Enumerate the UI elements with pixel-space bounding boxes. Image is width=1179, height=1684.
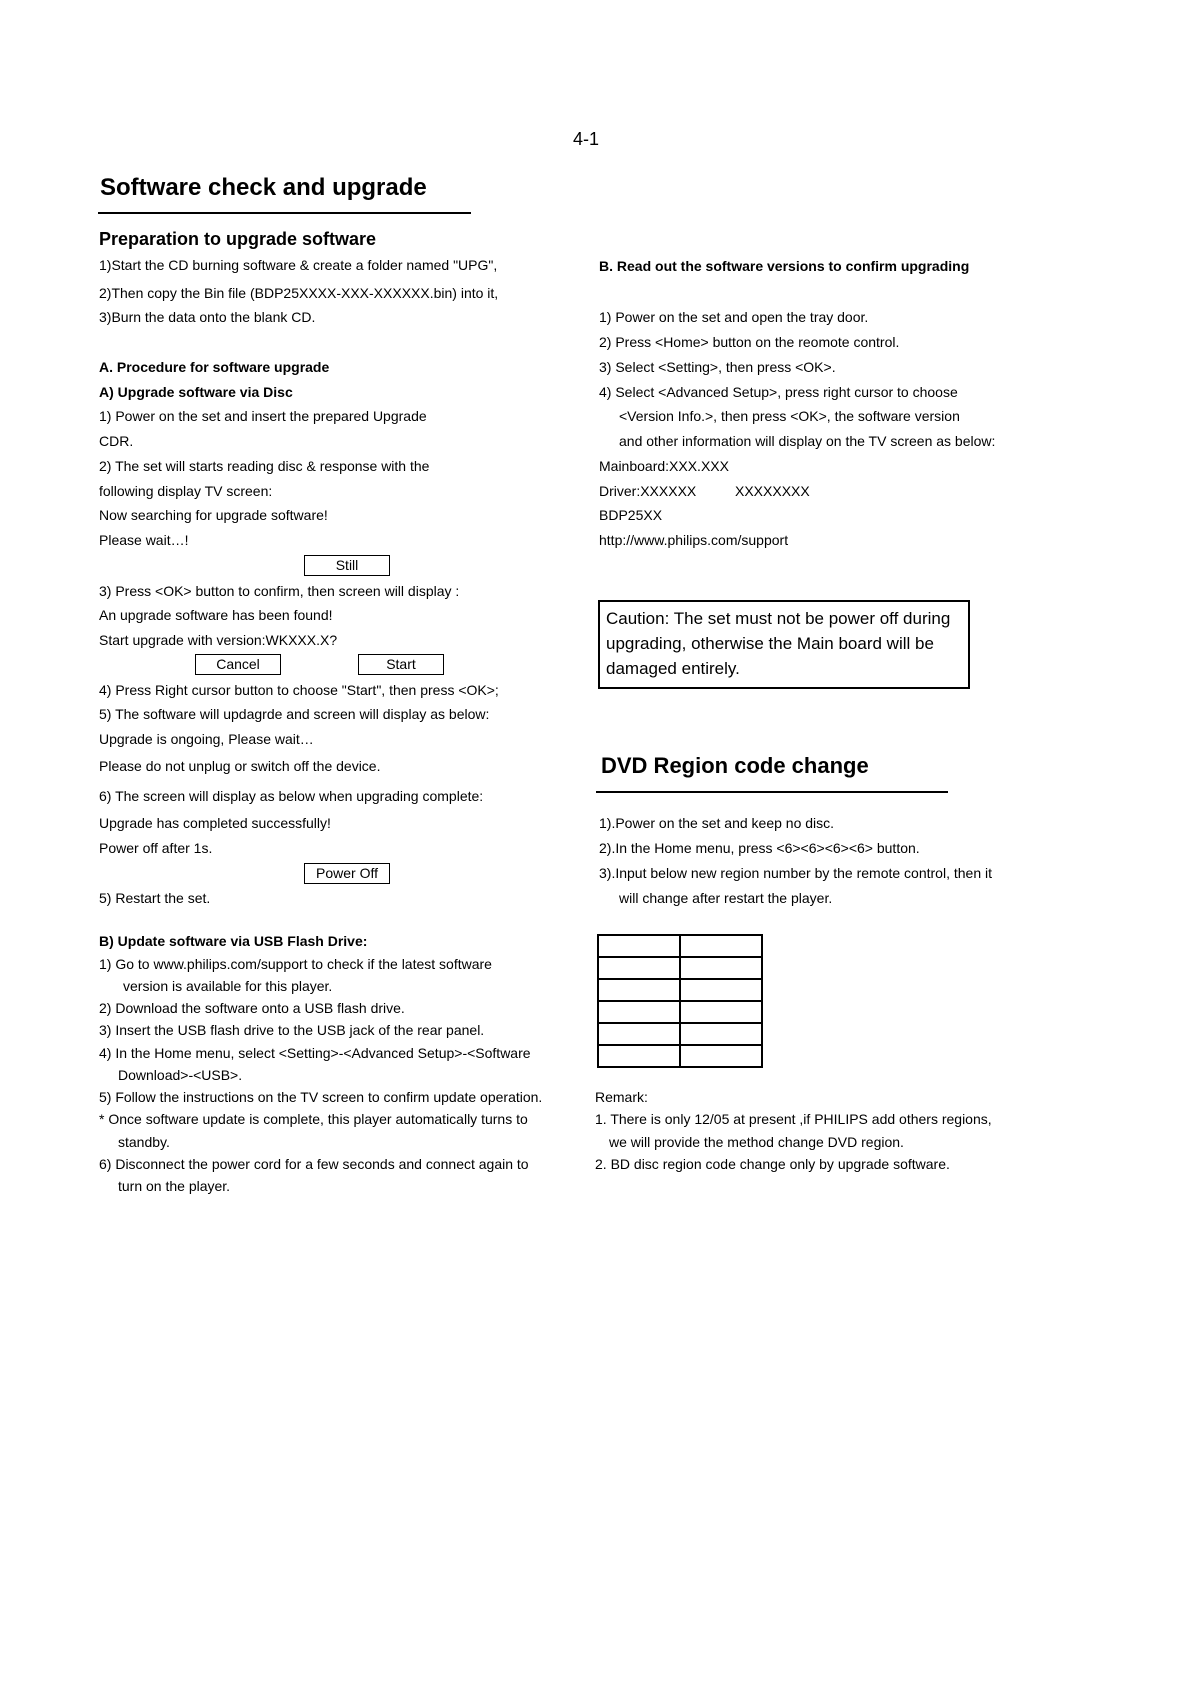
- step-line: Upgrade has completed successfully!: [99, 815, 331, 831]
- dvd-heading-underline: [596, 791, 948, 793]
- table-row: [598, 935, 762, 957]
- table-row: [598, 1001, 762, 1023]
- dvd-region-heading: DVD Region code change: [601, 753, 869, 778]
- remark-line: we will provide the method change DVD region.: [609, 1134, 904, 1150]
- usb-line: 4) In the Home menu, select <Setting>-<Advanced Setup>-<Software: [99, 1045, 531, 1061]
- read-line: 4) Select <Advanced Setup>, press right cursor to choose: [599, 384, 958, 400]
- support-url: http://www.philips.com/support: [599, 532, 789, 548]
- read-line: 2) Press <Home> button on the reomote control.: [599, 334, 900, 350]
- usb-line: 1) Go to www.philips.com/support to check if the latest software: [99, 956, 492, 972]
- usb-line: * Once software update is complete, this player automatically turns to: [99, 1111, 528, 1127]
- title-underline: [98, 212, 471, 214]
- prep-line: 3)Burn the data onto the blank CD.: [99, 309, 316, 325]
- dvd-line: 1).Power on the set and keep no disc.: [599, 815, 835, 831]
- region-code-table: [597, 934, 763, 1068]
- found-line: Start upgrade with version:WKXXX.X?: [99, 632, 338, 648]
- power-off-button: Power Off: [304, 863, 390, 884]
- remark-heading: Remark:: [595, 1089, 648, 1105]
- table-cell: [680, 1001, 762, 1023]
- read-line: and other information will display on the TV screen as below:: [619, 433, 996, 449]
- version-driver: Driver:XXXXXX: [599, 483, 697, 499]
- remark-line: 2. BD disc region code change only by upgrade software.: [595, 1156, 950, 1172]
- usb-line: turn on the player.: [118, 1178, 231, 1194]
- table-cell: [680, 935, 762, 957]
- dvd-line: 2).In the Home menu, press <6><6><6><6> button.: [599, 840, 920, 856]
- table-row: [598, 957, 762, 979]
- step-line: Upgrade is ongoing, Please wait…: [99, 731, 314, 747]
- table-cell: [598, 1023, 680, 1045]
- table-cell: [680, 979, 762, 1001]
- read-line: 3) Select <Setting>, then press <OK>.: [599, 359, 836, 375]
- disc-line: 2) The set will starts reading disc & response with the: [99, 458, 430, 474]
- table-cell: [680, 1045, 762, 1067]
- table-cell: [598, 1001, 680, 1023]
- disc-line: 1) Power on the set and insert the prepared Upgrade: [99, 408, 427, 424]
- step-line: 4) Press Right cursor button to choose "Start", then press <OK>;: [99, 682, 499, 698]
- dvd-line: 3).Input below new region number by the remote control, then it: [599, 865, 992, 881]
- read-heading: B. Read out the software versions to confirm upgrading: [599, 258, 970, 274]
- still-button: Still: [304, 555, 390, 576]
- usb-line: 2) Download the software onto a USB flash drive.: [99, 1000, 405, 1016]
- usb-line: Download>-<USB>.: [118, 1067, 243, 1083]
- restart-line: 5) Restart the set.: [99, 890, 211, 906]
- usb-line: 6) Disconnect the power cord for a few seconds and connect again to: [99, 1156, 529, 1172]
- step-line: 5) The software will updagrde and screen will display as below:: [99, 706, 490, 722]
- dvd-line: will change after restart the player.: [619, 890, 833, 906]
- table-cell: [598, 957, 680, 979]
- caution-box: Caution: The set must not be power off during upgrading, otherwise the Main board will be damaged entirely.: [598, 600, 970, 689]
- table-cell: [598, 979, 680, 1001]
- usb-heading: B) Update software via USB Flash Drive:: [99, 933, 368, 949]
- disc-line: Please wait…!: [99, 532, 189, 548]
- step-line: 6) The screen will display as below when upgrading complete:: [99, 788, 484, 804]
- start-button: Start: [358, 654, 444, 675]
- remark-line: 1. There is only 12/05 at present ,if PHILIPS add others regions,: [595, 1111, 992, 1127]
- usb-line: 3) Insert the USB flash drive to the USB jack of the rear panel.: [99, 1022, 485, 1038]
- table-cell: [680, 957, 762, 979]
- prep-heading: Preparation to upgrade software: [99, 229, 377, 249]
- version-driver-code: XXXXXXXX: [735, 483, 810, 499]
- table-cell: [680, 1023, 762, 1045]
- page-number: 4-1: [573, 129, 600, 149]
- confirm-line: 3) Press <OK> button to confirm, then screen will display :: [99, 583, 460, 599]
- step-line: Please do not unplug or switch off the device.: [99, 758, 381, 774]
- table-cell: [598, 1045, 680, 1067]
- disc-line: CDR.: [99, 433, 134, 449]
- procedure-heading: A. Procedure for software upgrade: [99, 359, 330, 375]
- step-line: Power off after 1s.: [99, 840, 213, 856]
- table-row: [598, 1023, 762, 1045]
- usb-line: version is available for this player.: [123, 978, 333, 994]
- found-line: An upgrade software has been found!: [99, 607, 333, 623]
- disc-line: following display TV screen:: [99, 483, 273, 499]
- usb-line: 5) Follow the instructions on the TV screen to confirm update operation.: [99, 1089, 543, 1105]
- version-model: BDP25XX: [599, 507, 663, 523]
- table-row: [598, 979, 762, 1001]
- disc-heading: A) Upgrade software via Disc: [99, 384, 293, 400]
- table-cell: [598, 935, 680, 957]
- usb-line: standby.: [118, 1134, 170, 1150]
- version-mainboard: Mainboard:XXX.XXX: [599, 458, 729, 474]
- read-line: <Version Info.>, then press <OK>, the software version: [619, 408, 960, 424]
- prep-line: 2)Then copy the Bin file (BDP25XXXX-XXX-XXXXXX.bin) into it,: [99, 285, 499, 301]
- cancel-button: Cancel: [195, 654, 281, 675]
- table-row: [598, 1045, 762, 1067]
- prep-line: 1)Start the CD burning software & create a folder named "UPG",: [99, 257, 498, 273]
- read-line: 1) Power on the set and open the tray door.: [599, 309, 869, 325]
- disc-line: Now searching for upgrade software!: [99, 507, 328, 523]
- page-title: Software check and upgrade: [100, 174, 427, 201]
